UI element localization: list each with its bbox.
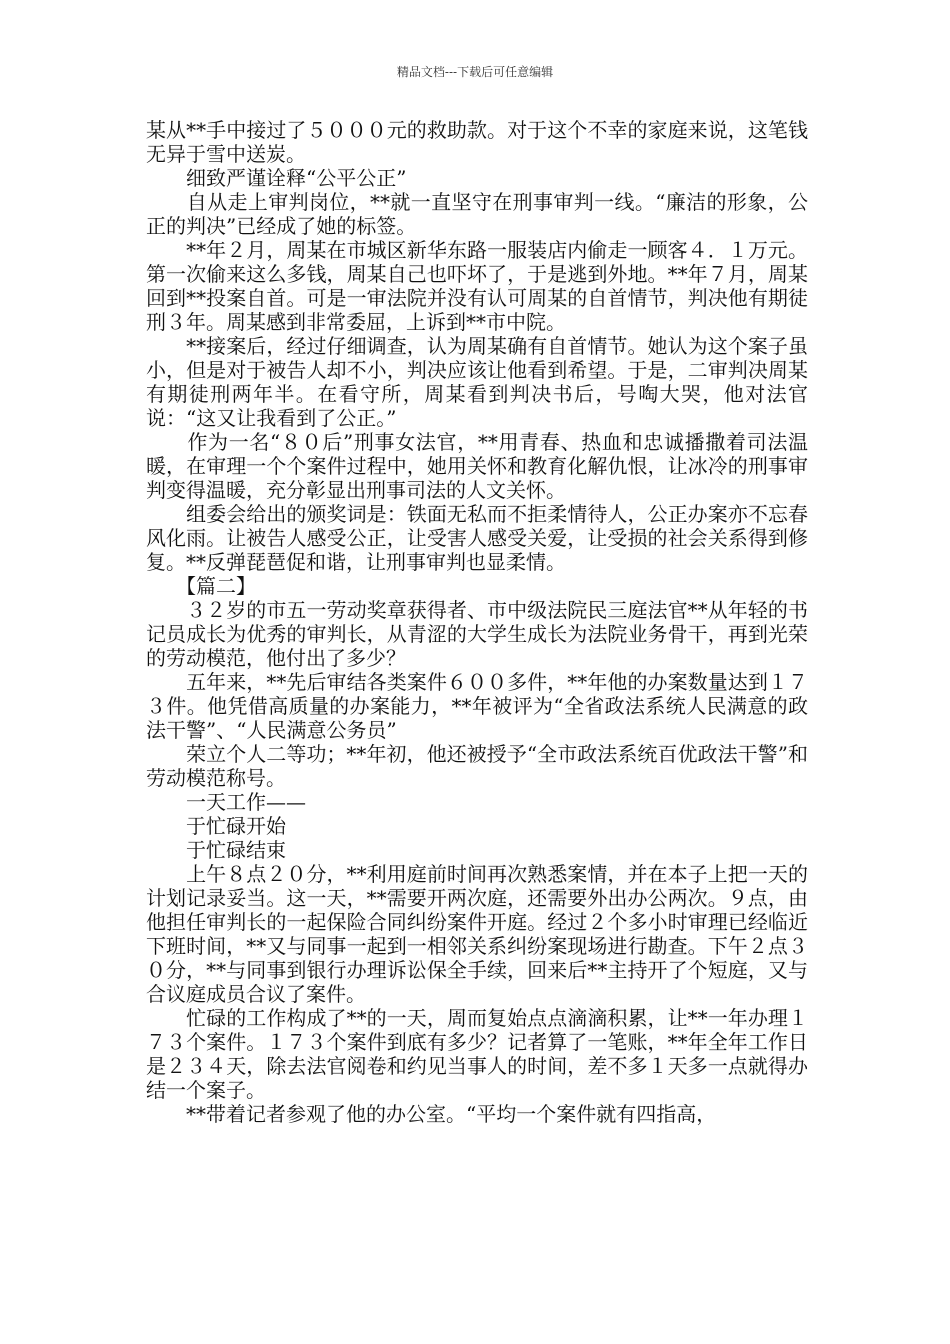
- paragraph: ３２岁的市五一劳动奖章获得者、市中级法院民三庭法官**从年轻的书记员成长为优秀的审判长，从青涩的大学生成长为法院业务骨干，再到光荣的劳动模范，他付出了多少？: [146, 598, 808, 670]
- paragraph: 荣立个人二等功；**年初，他还被授予“全市政法系统百优政法干警”和劳动模范称号。: [146, 742, 808, 790]
- paragraph: **接案后，经过仔细调查，认为周某确有自首情节。她认为这个案子虽小，但是对于被告人却不小，判决应该让他看到希望。于是，二审判决周某有期徒刑两年半。在看守所，周某看到判决书后，号啕大哭，他对法官说：“这又让我看到了公正。”: [146, 334, 808, 430]
- document-body: [146, 118, 808, 1126]
- paragraph: 自从走上审判岗位，**就一直坚守在刑事审判一线。“廉洁的形象，公正的判决”已经成了她的标签。: [146, 190, 808, 238]
- paragraph: 忙碌的工作构成了**的一天，周而复始点点滴滴积累，让**一年办理１７３个案件。１７３个案件到底有多少？记者算了一笔账，**年全年工作日是２３４天，除去法官阅卷和约见当事人的时间，差不多１天多一点就得办结一个案子。: [146, 1006, 808, 1102]
- section-heading: 于忙碌开始: [146, 814, 286, 838]
- paragraph: 组委会给出的颁奖词是：铁面无私而不拒柔情待人，公正办案亦不忘春风化雨。让被告人感受公正，让受害人感受关爱，让受损的社会关系得到修复。**反弹琵琶促和谐，让刑事审判也显柔情。: [146, 502, 808, 574]
- section-heading: 于忙碌结束: [146, 838, 286, 862]
- paragraph: 五年来，**先后审结各类案件６００多件，**年他的办案数量达到１７３件。他凭借高质量的办案能力，**年被评为“全省政法系统人民满意的政法干警”、“人民满意公务员”: [146, 670, 808, 742]
- paragraph: 某从**手中接过了５０００元的救助款。对于这个不幸的家庭来说，这笔钱无异于雪中送炭。: [146, 118, 808, 166]
- section-heading: 【篇二】: [146, 574, 256, 598]
- paragraph: **年２月，周某在市城区新华东路一服装店内偷走一顾客４．１万元。第一次偷来这么多钱，周某自己也吓坏了，于是逃到外地。**年７月，周某回到**投案自首。可是一审法院并没有认可周某的自首情节，判决他有期徒刑３年。周某感到非常委屈，上诉到**市中院。: [146, 238, 808, 334]
- section-heading: 细致严谨诠释“公平公正”: [146, 166, 407, 190]
- page-header: 精品文档---下载后可任意编辑: [396, 65, 554, 79]
- paragraph: 作为一名“８０后”刑事女法官，**用青春、热血和忠诚播撒着司法温暖，在审理一个个案件过程中，她用关怀和教育化解仇恨，让冰冷的刑事审判变得温暖，充分彰显出刑事司法的人文关怀。: [146, 430, 808, 502]
- paragraph: **带着记者参观了他的办公室。“平均一个案件就有四指高，: [146, 1102, 717, 1126]
- paragraph: 上午８点２０分，**利用庭前时间再次熟悉案情，并在本子上把一天的计划记录妥当。这一天，**需要开两次庭，还需要外出办公两次。９点，由他担任审判长的一起保险合同纠纷案件开庭。经过２个多小时审理已经临近下班时间，**又与同事一起到一相邻关系纠纷案现场进行勘查。下午２点３０分，**与同事到银行办理诉讼保全手续，回来后**主持开了个短庭，又与合议庭成员合议了案件。: [146, 862, 808, 1006]
- section-heading: 一天工作——: [146, 790, 306, 814]
